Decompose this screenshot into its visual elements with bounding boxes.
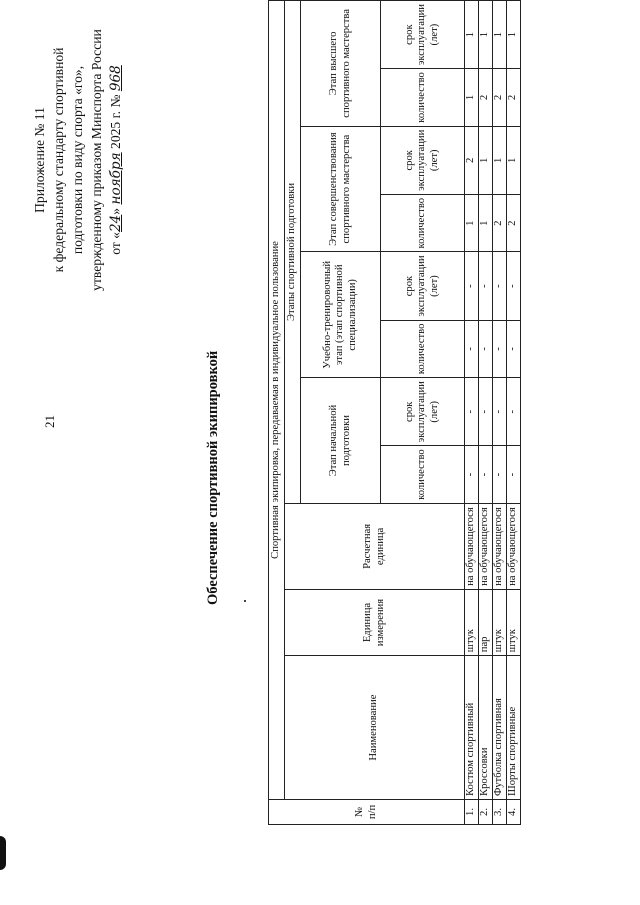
cell-s2t: -	[493, 252, 507, 320]
cell-s4q: 2	[479, 69, 493, 127]
document-title: Обеспечение спортивной экипировкой	[205, 350, 221, 605]
cell-calc: на обучающегося	[465, 503, 479, 589]
cell-s4t: 1	[479, 1, 493, 69]
header-stage-higher: Этап высшего спортивного мастерства	[301, 1, 381, 127]
appendix-block	[30, 10, 126, 310]
header-term: срок эксплуатации (лет)	[381, 1, 465, 69]
cell-s3t: 1	[493, 126, 507, 194]
cell-unit: пар	[479, 589, 493, 655]
cell-s4t: 1	[465, 1, 479, 69]
header-name: Наименование	[285, 656, 465, 800]
appendix-line-4: утвержденному приказом Минспорта России	[89, 29, 104, 291]
cell-s1t: -	[465, 378, 479, 446]
cell-unit: штук	[493, 589, 507, 655]
header-calc-unit: Расчетная единица	[285, 503, 465, 589]
cell-s2q: -	[493, 320, 507, 378]
cell-s2t: -	[465, 252, 479, 320]
header-qty: количество	[381, 194, 465, 252]
date-mid: »	[108, 207, 123, 215]
cell-s4q: 1	[465, 69, 479, 127]
date-year: 2025 г. №	[108, 94, 123, 149]
page-number: 21	[42, 415, 57, 428]
header-qty: количество	[381, 446, 465, 504]
appendix-number: Приложение № 11	[32, 107, 47, 213]
order-number: 968	[108, 65, 124, 92]
header-unit: Единица измерения	[285, 589, 465, 655]
header-qty: количество	[381, 320, 465, 378]
cell-s4q: 2	[493, 69, 507, 127]
cell-name: Шорты спортивные	[507, 656, 521, 800]
appendix-line-2: к федеральному стандарту спортивной	[51, 47, 66, 273]
cell-s3q: 2	[507, 194, 521, 252]
cell-name: Кроссовки	[479, 656, 493, 800]
cell-calc: на обучающегося	[507, 503, 521, 589]
table-row	[479, 1, 493, 825]
cell-no: 4.	[507, 799, 521, 824]
table-row	[507, 1, 521, 825]
cell-name: Костюм спортивный	[465, 656, 479, 800]
date-day: 24	[108, 214, 124, 233]
header-stage-improvement: Этап совершенствования спортивного мастерства	[301, 126, 381, 252]
cell-no: 3.	[493, 799, 507, 824]
cell-s4q: 2	[507, 69, 521, 127]
table-row	[465, 1, 479, 825]
cell-calc: на обучающегося	[479, 503, 493, 589]
cell-s1t: -	[479, 378, 493, 446]
header-term: срок эксплуатации (лет)	[381, 126, 465, 194]
cell-s3q: 2	[493, 194, 507, 252]
cell-s2t: -	[479, 252, 493, 320]
cell-s3q: 1	[479, 194, 493, 252]
cell-s2q: -	[507, 320, 521, 378]
header-stages: Этапы спортивной подготовки	[285, 1, 301, 504]
cell-unit: штук	[465, 589, 479, 655]
table-row	[493, 1, 507, 825]
cell-name: Футболка спортивная	[493, 656, 507, 800]
appendix-date-line	[106, 10, 126, 310]
cell-s1q: -	[479, 446, 493, 504]
cell-calc: на обучающегося	[493, 503, 507, 589]
date-prefix: от «	[108, 232, 123, 255]
date-month: ноября	[108, 152, 124, 205]
cell-s1q: -	[465, 446, 479, 504]
cell-s2q: -	[465, 320, 479, 378]
appendix-line-3: подготовки по виду спорта «го»,	[70, 65, 85, 255]
header-stage-initial: Этап начальной подготовки	[301, 378, 381, 504]
cell-s2q: -	[479, 320, 493, 378]
cell-no: 2.	[479, 799, 493, 824]
cell-s1q: -	[493, 446, 507, 504]
cell-s3t: 1	[479, 126, 493, 194]
cell-s1q: -	[507, 446, 521, 504]
cell-s3q: 1	[465, 194, 479, 252]
header-term: срок эксплуатации (лет)	[381, 378, 465, 446]
header-number: № п/п	[269, 799, 465, 824]
cell-unit: штук	[507, 589, 521, 655]
header-stage-training: Учебно-тренировочный этап (этап спортивной специализации)	[301, 252, 381, 378]
header-equipment: Спортивная экипировка, передаваемая в индивидуальное пользование	[269, 1, 285, 800]
cell-s1t: -	[507, 378, 521, 446]
cell-s4t: 1	[493, 1, 507, 69]
header-qty: количество	[381, 69, 465, 127]
cell-no: 1.	[465, 799, 479, 824]
cell-s1t: -	[493, 378, 507, 446]
cell-s3t: 2	[465, 126, 479, 194]
cell-s4t: 1	[507, 1, 521, 69]
cell-s3t: 1	[507, 126, 521, 194]
equipment-table	[268, 0, 521, 825]
header-term: срок эксплуатации (лет)	[381, 252, 465, 320]
cell-s2t: -	[507, 252, 521, 320]
